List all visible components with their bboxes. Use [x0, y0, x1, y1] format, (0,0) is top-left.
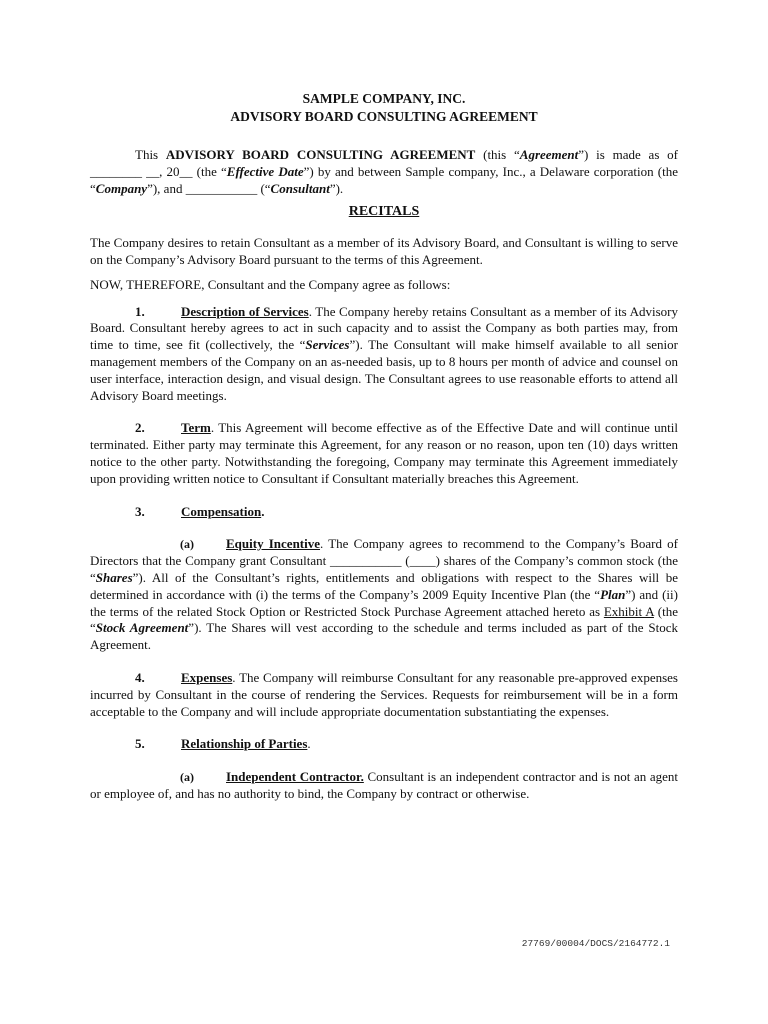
exhibit-reference: Exhibit A — [603, 603, 654, 619]
section-5: 5. Relationship of Parties. — [135, 736, 311, 752]
section-2: 2. Term. This Agreement will become effective as of the Effective Date and will continue until terminated. Either party may terminate this Agreement, for any reason or no reason, upon ten (10) days written notice to the other party. Notwithstanding the foregoing, Company may terminate this Agreement immediately upon providing written notice to Consultant if Consultant materially breaches this Agreement. — [90, 420, 678, 486]
section-4: 4. Expenses. The Company will reimburse Consultant for any reasonable pre-approved expenses incurred by Consultant in the course of rendering the Services. Requests for reimbursement will be in a form acceptable to the Company and will include appropriate documentation substantiating the expenses. — [90, 669, 678, 719]
section-3a: (a) Equity Incentive. The Company agrees to recommend to the Company’s Board of Directors that the Company grant Consultant ___________ (____) shares of the Company’s common stock (the “Shares”). All of the Consultant’s rights, entitlements and obligations with respect to the Shares will be determined in accordance with (i) the terms of the Company’s 2009 Equity Incentive Plan (the “Plan”) and (ii) the terms of the related Stock Option or Restricted Stock Purchase Agreement attached hereto as Exhibit A (the “Stock Agreement”). The Shares will vest according to the schedule and terms included as part of the Stock Agreement. — [90, 536, 679, 653]
section-heading: Relationship of Parties — [181, 736, 308, 752]
term-stock-agreement: Stock Agreement — [95, 620, 189, 636]
section-heading: Description of Services — [181, 303, 309, 319]
company-title: SAMPLE COMPANY, INC. — [302, 91, 466, 106]
intro-paragraph: This ADVISORY BOARD CONSULTING AGREEMENT (this “Agreement”) is made as of ________ __, 20__ (the “Effective Date”) by and between Sample company, Inc., a Delaware corporation (the “Company”), and ___________ (“Consultant”). — [90, 147, 678, 196]
section-3: 3. Compensation. — [135, 503, 265, 519]
subsection-number: (a) — [180, 537, 194, 552]
subsection-heading: Independent Contractor. — [226, 769, 364, 785]
term-plan: Plan — [600, 586, 626, 602]
section-heading: Term — [181, 420, 211, 436]
subsection-number: (a) — [180, 770, 194, 785]
agreement-title: ADVISORY BOARD CONSULTING AGREEMENT — [230, 108, 538, 124]
section-number: 1. — [135, 303, 145, 319]
recital-paragraph-2: NOW, THEREFORE, Consultant and the Company agree as follows: — [90, 276, 451, 292]
term-consultant: Consultant — [270, 180, 330, 196]
term-shares: Shares — [95, 569, 133, 585]
section-1: 1. Description of Services. The Company hereby retains Consultant as a member of its Advisory Board. Consultant hereby agrees to act in such capacity and to assist the Company as both parties may, from time to time, see fit (collectively, the “Services”). The Consultant will make himself available to all senior management members of the Company on an as-needed basis, up to 8 hours per month of advice and counsel on user interface, interaction design, and visual design. The Consultant agrees to use reasonable efforts to attend all Advisory Board meetings. — [90, 303, 678, 403]
subsection-heading: Equity Incentive — [226, 536, 321, 552]
section-heading: Compensation — [181, 503, 262, 519]
section-number: 3. — [135, 503, 145, 519]
term-agreement: Agreement — [519, 147, 579, 162]
title-block — [90, 90, 678, 125]
section-heading: Expenses — [181, 669, 233, 685]
section-number: 5. — [135, 736, 145, 752]
section-5a: (a) Independent Contractor. Consultant is an independent contractor and is not an agent or employee of, and has no authority to bind, the Company by contract or otherwise. — [90, 769, 678, 801]
recitals-heading: RECITALS — [348, 204, 420, 220]
term-effective-date: Effective Date — [226, 163, 304, 179]
agreement-name: ADVISORY BOARD CONSULTING AGREEMENT — [165, 147, 476, 162]
term-services: Services — [305, 337, 350, 353]
section-number: 2. — [135, 420, 145, 436]
term-company: Company — [95, 180, 148, 196]
document-id: 27769/00004/DOCS/2164772.1 — [521, 938, 670, 949]
recital-paragraph-1: The Company desires to retain Consultant as a member of its Advisory Board, and Consultant is willing to serve on the Company’s Advisory Board pursuant to the terms of this Agreement. — [90, 235, 678, 267]
section-number: 4. — [135, 669, 145, 685]
